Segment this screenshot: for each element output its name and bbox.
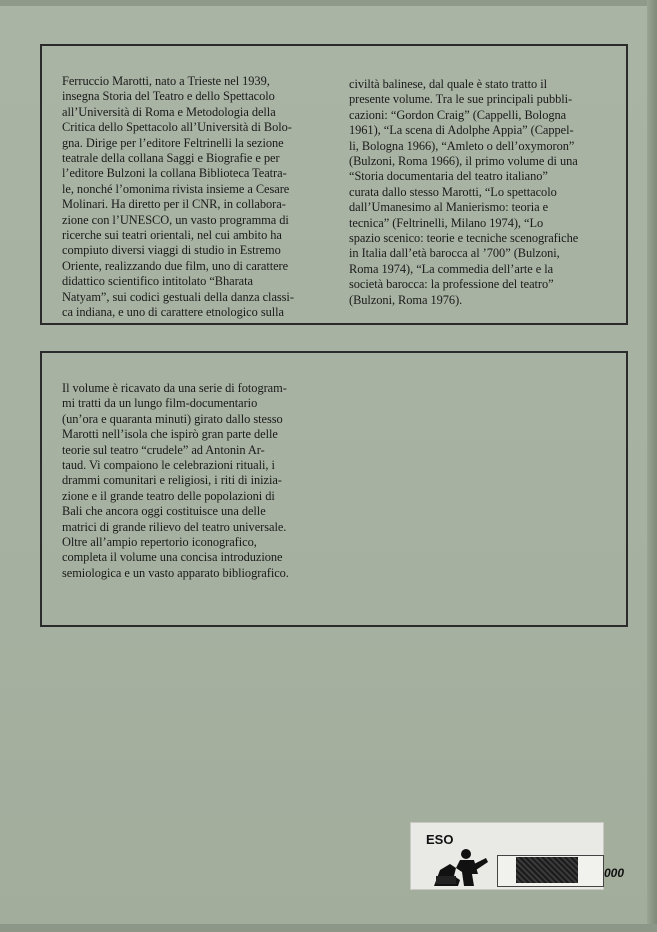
sticker-brand: ESO (426, 832, 454, 847)
sticker-scratched-code (516, 857, 578, 883)
bookseller-silhouette-icon (430, 846, 492, 888)
cover-spine-edge (647, 0, 657, 932)
cover-bottom-edge (0, 924, 657, 932)
cover-top-edge (0, 0, 657, 6)
author-bio-left-column: Ferruccio Marotti, nato a Trieste nel 1939, insegna Storia del Teatro e dello Spettacolo all’Università di Roma e Metodologia della Critica dello Spettacolo all’Università di Bolo- gna. Dirige per l’editore Feltrinelli la sezione teatrale della collana Saggi e Biografie e per l’editore Bulzoni la collana Biblioteca Teatra- le, nonché l’omonima rivista insieme a Cesare Molinari. Ha diretto per il CNR, in collabora- zione con l’UNESCO, un vasto programma di ricerche sui teatri orientali, nel cui ambito ha compiuto diversi viaggi di studio in Estremo Oriente, realizzando due film, uno di carattere didattico scientifico intitolato “Bharata Natyam”, sui codici gestuali della danza classi- ca indiana, e uno di carattere etnologico sulla (62, 74, 294, 320)
sticker-price: 000 (604, 866, 625, 880)
volume-description: Il volume è ricavato da una serie di fotogram- mi tratti da un lungo film-documentario (un’ora e quaranta minuti) girato dallo stesso Marotti nell’isola che ispirò gran parte delle teorie sul teatro “crudele” ad Antonin Ar- taud. Vi compaiono le celebrazioni rituali, i drammi comunitari e religiosi, i riti di inizia- zione e il grande teatro delle popolazioni di Bali che ancora oggi costituisce una delle matrici di grande rilievo del teatro universale. Oltre all’ampio repertorio iconografico, completa il volume una concisa introduzione semiologica e un vasto apparato bibliografico. (62, 381, 289, 580)
author-bio-right-column: civiltà balinese, dal quale è stato tratto il presente volume. Tra le sue principali pubbli- cazioni: “Gordon Craig” (Cappelli, Bologna 1961), “La scena di Adolphe Appia” (Cappel- li, Bologna 1966), “Amleto o dell’oxymoron” (Bulzoni, Roma 1966), il primo volume di una “Storia documentaria del teatro italiano” curata dallo stesso Marotti, “Lo spettacolo dall’Umanesimo al Manierismo: teoria e tecnica” (Feltrinelli, Milano 1974), “Lo spazio scenico: teorie e tecniche scenografiche in Italia dall’età barocca al ’700” (Bulzoni, Roma 1974), “La commedia dell’arte e la società barocca: la professione del teatro” (Bulzoni, Roma 1976). (349, 77, 579, 307)
